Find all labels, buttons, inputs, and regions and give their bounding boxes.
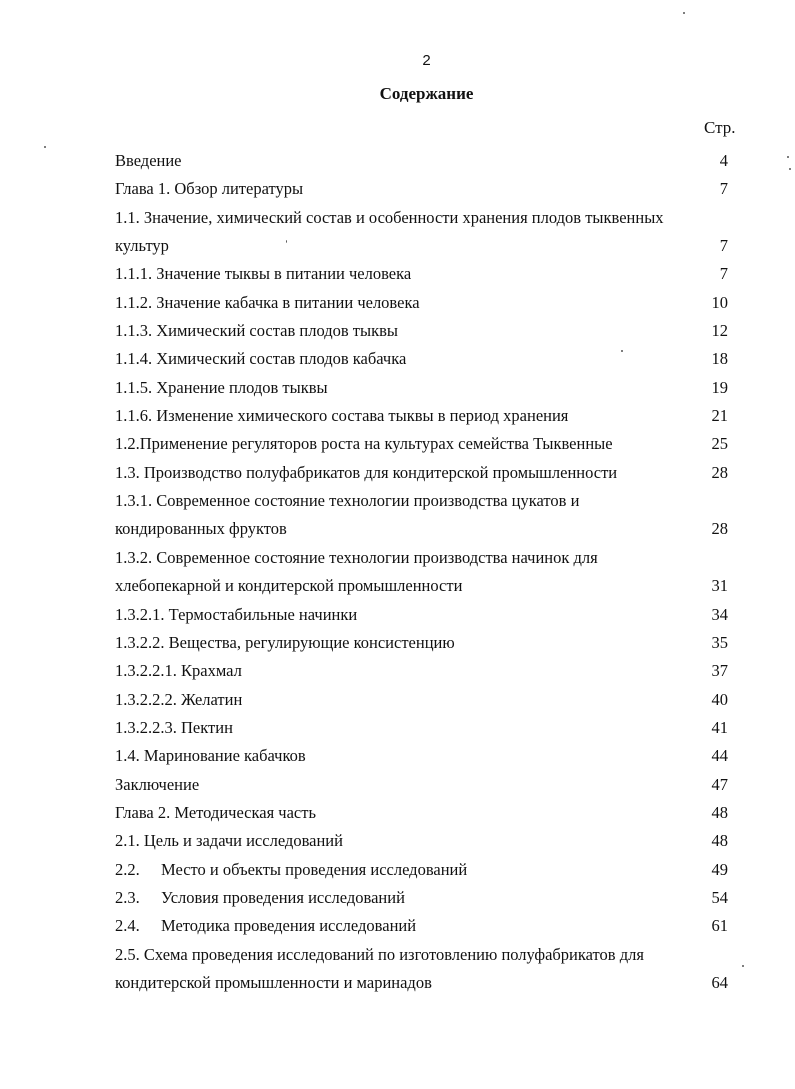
toc-entry	[115, 771, 730, 799]
toc-entry	[115, 487, 730, 544]
toc-entry-page: 48	[711, 802, 728, 822]
toc-entry-label: 1.3.2. Современное состояние технологии производства начинок для хлебопекарной и кондитерской промышленности	[115, 547, 598, 596]
toc-entry-label: 1.1.5. Хранение плодов тыквы	[115, 377, 328, 397]
toc-entry	[115, 912, 730, 940]
toc-entry-label: Глава 2. Методическая часть	[115, 802, 316, 822]
toc-entry	[115, 175, 730, 203]
toc-entry	[115, 317, 730, 345]
toc-entry	[115, 657, 730, 685]
toc-entry-label: 1.2.Применение регуляторов роста на культурах семейства Тыквенные	[115, 434, 613, 454]
toc-entry-page: 7	[719, 264, 728, 284]
toc-entry-label: 1.3.1. Современное состояние технологии производства цукатов и кондированных фруктов	[115, 491, 580, 539]
toc-entry-label: 1.4. Маринование кабачков	[115, 746, 306, 766]
toc-entry-page: 7	[719, 236, 728, 256]
toc-entry-label	[115, 884, 682, 912]
table-of-contents	[115, 147, 730, 997]
toc-entry	[115, 799, 730, 827]
toc-entry-label: 1.3.2.2.3. Пектин	[115, 717, 233, 737]
toc-entry-page: 64	[711, 972, 728, 992]
scan-speck	[789, 168, 791, 170]
scan-speck	[787, 156, 789, 158]
toc-entry-label: 1.1.4. Химический состав плодов кабачка	[115, 349, 407, 369]
page-column-header: Стр.	[704, 118, 736, 137]
toc-entry-page: 28	[711, 519, 728, 539]
toc-entry-label	[115, 912, 682, 940]
toc-entry-page: 61	[711, 916, 728, 936]
toc-entry-page: 4	[719, 151, 728, 170]
toc-entry	[115, 856, 730, 884]
toc-entry	[115, 686, 730, 714]
toc-entry-page: 28	[711, 462, 728, 482]
toc-entry-number: 2.2.	[115, 859, 140, 879]
toc-entry	[115, 430, 730, 458]
toc-entry	[115, 345, 730, 373]
scan-speck	[683, 12, 685, 14]
toc-entry	[115, 374, 730, 402]
toc-title: Содержание	[379, 84, 474, 103]
toc-entry-page: 37	[711, 661, 728, 681]
toc-entry	[115, 544, 730, 601]
toc-entry-label: 1.3.2.2.2. Желатин	[115, 689, 243, 709]
toc-entry-page: 49	[711, 859, 728, 879]
toc-entry	[115, 601, 730, 629]
page-number: 2	[422, 52, 431, 69]
toc-entry-label	[115, 856, 682, 884]
scan-speck	[742, 965, 744, 967]
toc-entry	[115, 629, 730, 657]
toc-entry	[115, 204, 730, 261]
scan-speck	[44, 146, 46, 148]
toc-entry-page: 31	[711, 576, 728, 596]
toc-entry-label: 1.3. Производство полуфабрикатов для кондитерской промышленности	[115, 462, 618, 482]
toc-entry-label: Заключение	[115, 774, 200, 794]
toc-entry-page: 40	[711, 689, 728, 709]
toc-entry-number: 2.4.	[115, 916, 140, 936]
toc-entry-page: 10	[711, 292, 728, 312]
toc-entry-page: 19	[711, 377, 728, 397]
toc-entry-label: Глава 1. Обзор литературы	[115, 179, 304, 199]
scan-speck	[621, 350, 623, 352]
toc-entry-label: 1.3.2.2. Вещества, регулирующие консистенцию	[115, 632, 455, 652]
toc-entry-page: 7	[719, 179, 728, 199]
toc-entry-page: 34	[711, 604, 728, 624]
toc-entry	[115, 260, 730, 288]
scan-speck	[286, 240, 287, 243]
toc-entry-page: 35	[711, 632, 728, 652]
toc-entry-page: 54	[711, 887, 728, 907]
toc-entry-page: 25	[711, 434, 728, 454]
toc-entry-label: Введение	[115, 151, 182, 170]
toc-entry-label: 2.1. Цель и задачи исследований	[115, 831, 343, 851]
toc-entry-label: 1.3.2.2.1. Крахмал	[115, 661, 242, 681]
toc-entry-label: 1.1.6. Изменение химического состава тыквы в период хранения	[115, 406, 569, 426]
toc-entry-number: 2.3.	[115, 887, 140, 907]
toc-entry-page: 44	[711, 746, 728, 766]
toc-entry	[115, 402, 730, 430]
toc-entry-page: 47	[711, 774, 728, 794]
toc-entry	[115, 827, 730, 855]
toc-entry	[115, 714, 730, 742]
toc-entry-page: 21	[711, 406, 728, 426]
toc-entry-label: 1.1.2. Значение кабачка в питании человека	[115, 292, 420, 312]
toc-entry-label: 1.1.3. Химический состав плодов тыквы	[115, 321, 398, 341]
toc-entry-label: 1.3.2.1. Термостабильные начинки	[115, 604, 358, 624]
toc-entry-label: 1.1. Значение, химический состав и особенности хранения плодов тыквенных культур	[115, 207, 664, 256]
toc-entry-page: 12	[711, 321, 728, 341]
toc-entry	[115, 941, 730, 998]
toc-entry-page: 41	[711, 717, 728, 737]
toc-entry-title: Условия проведения исследований	[161, 887, 405, 907]
toc-entry	[115, 289, 730, 317]
toc-entry	[115, 742, 730, 770]
toc-entry-title: Место и объекты проведения исследований	[161, 859, 468, 879]
toc-entry	[115, 884, 730, 912]
toc-entry-page: 18	[711, 349, 728, 369]
toc-entry	[115, 147, 730, 175]
toc-entry-title: Методика проведения исследований	[161, 916, 417, 936]
toc-entry-label: 2.5. Схема проведения исследований по изготовлению полуфабрикатов для кондитерской промышленности и маринадов	[115, 944, 644, 992]
toc-entry	[115, 459, 730, 487]
toc-entry-page: 48	[711, 831, 728, 851]
toc-entry-label: 1.1.1. Значение тыквы в питании человека	[115, 264, 412, 284]
